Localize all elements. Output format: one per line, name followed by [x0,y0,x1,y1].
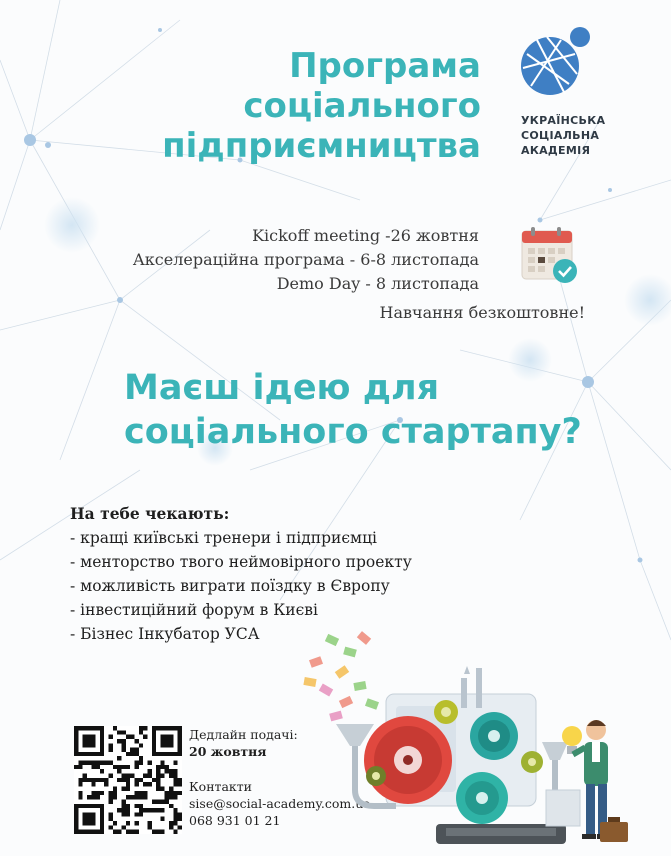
schedule-demo-day: Demo Day - 8 листопада [276,274,479,293]
free-training-note: Навчання безкоштовне! [379,303,585,322]
contact-email[interactable]: sise@social-academy.com.ua [189,796,371,811]
list-item: - менторство твого неймовірного проекту [70,553,412,571]
benefits-list [70,502,412,646]
title-line-1: Програма [289,46,481,86]
logo-mark-icon [517,24,591,98]
calendar-check-icon [519,225,581,287]
title-line-2: соціального [243,86,481,126]
gears-machine-illustration [296,628,671,856]
headline [124,366,582,454]
logo-wordmark [521,113,605,158]
schedule-kickoff: Kickoff meeting -26 жовтня [252,226,479,245]
logo-line-2: СОЦІАЛЬНА [521,129,600,142]
schedule [133,224,479,296]
logo-line-3: АКАДЕМІЯ [521,144,591,157]
qr-code-icon[interactable] [74,726,182,834]
schedule-acceleration: Акселераційна програма - 6-8 листопада [132,250,479,269]
program-title [162,46,481,166]
list-item: - інвестиційний форум в Києві [70,601,318,619]
benefits-heading: На тебе чекають: [70,504,230,523]
deadline-label: Дедлайн подачі: [189,727,298,742]
deadline-date: 20 жовтня [189,744,267,759]
logo-line-1: УКРАЇНСЬКА [521,114,606,127]
headline-line-2: соціального стартапу? [124,412,582,452]
contact-phone[interactable]: 068 931 01 21 [189,813,281,828]
list-item: - кращі київські тренери і підприємці [70,529,378,547]
list-item: - можливість виграти поїздку в Європу [70,577,390,595]
list-item: - Бізнес Інкубатор УСА [70,625,260,643]
deadline-block [189,726,298,760]
contacts-label: Контакти [189,779,252,794]
headline-line-1: Маєш ідею для [124,368,440,408]
title-line-3: підприємництва [162,126,481,166]
